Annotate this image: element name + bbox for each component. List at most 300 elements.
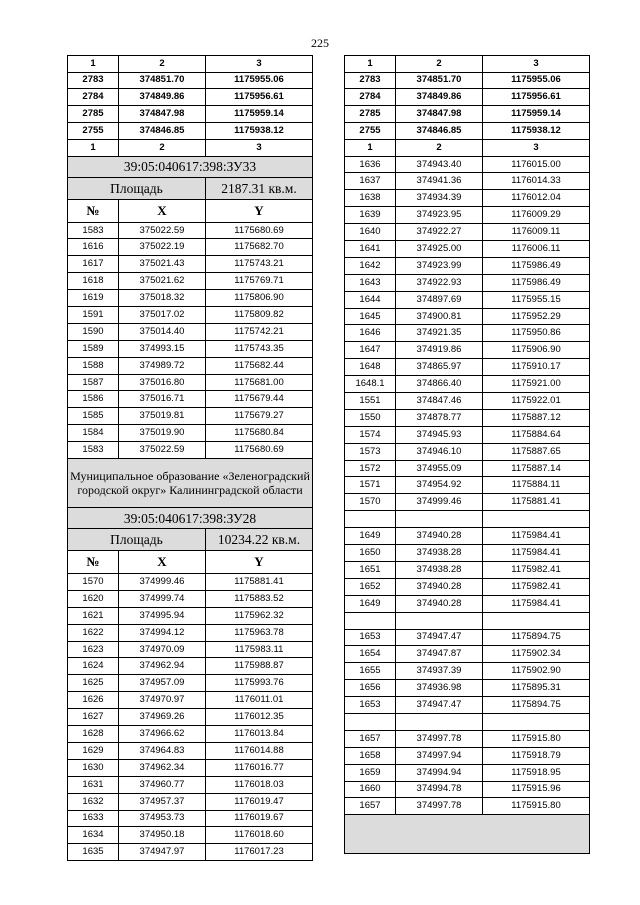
- table-row: [345, 274, 590, 291]
- table-row: [345, 663, 590, 680]
- table-cell: 1175918.79: [483, 747, 590, 764]
- table-cell: 375019.90: [119, 425, 206, 442]
- table-cell: 1631: [68, 776, 119, 793]
- table-row: [345, 409, 590, 426]
- coordinate-columns-row: [68, 199, 313, 222]
- table-cell: 1175680.69: [206, 222, 313, 239]
- table-cell: 1175887.12: [483, 409, 590, 426]
- table-cell: 1175984.41: [483, 528, 590, 545]
- table-cell: 374994.12: [119, 624, 206, 641]
- table-cell: 374946.10: [396, 443, 483, 460]
- table-cell: 1641: [345, 241, 396, 258]
- table-cell: Y: [206, 199, 313, 222]
- table-cell: 1175902.90: [483, 663, 590, 680]
- table-cell: Площадь: [68, 529, 206, 551]
- table-cell: 1175984.41: [483, 545, 590, 562]
- table-row: [345, 528, 590, 545]
- table-cell: 1625: [68, 675, 119, 692]
- table-cell: 374994.78: [396, 781, 483, 798]
- column-header-row: [345, 140, 590, 157]
- table-cell: 1175986.49: [483, 274, 590, 291]
- table-cell: 374969.26: [119, 709, 206, 726]
- table-cell: 1630: [68, 759, 119, 776]
- table-cell: 1627: [68, 709, 119, 726]
- table-cell: X: [119, 551, 206, 574]
- table-cell: 374962.34: [119, 759, 206, 776]
- table-cell: 374849.86: [119, 89, 206, 106]
- table-cell: 1616: [68, 239, 119, 256]
- table-cell: 1633: [68, 810, 119, 827]
- table-row: [68, 290, 313, 307]
- table-cell: 374997.78: [396, 730, 483, 747]
- table-row: [345, 646, 590, 663]
- table-row: [68, 323, 313, 340]
- table-cell: 2: [396, 140, 483, 157]
- table-cell: 1176009.11: [483, 224, 590, 241]
- table-cell: 1591: [68, 307, 119, 324]
- table-cell: 1570: [345, 494, 396, 511]
- table-cell: 1175742.21: [206, 323, 313, 340]
- table-cell: 1175915.80: [483, 730, 590, 747]
- table-row: [345, 697, 590, 714]
- table-row: [345, 156, 590, 173]
- table-cell: 1175921.00: [483, 376, 590, 393]
- table-cell: 1175983.11: [206, 641, 313, 658]
- table-row: [68, 726, 313, 743]
- table-cell: 1175679.44: [206, 391, 313, 408]
- table-cell: 375018.32: [119, 290, 206, 307]
- table-cell: 374947.47: [396, 697, 483, 714]
- table-cell: 1175963.78: [206, 624, 313, 641]
- table-cell: 1655: [345, 663, 396, 680]
- table-cell: 374923.95: [396, 207, 483, 224]
- table-cell: 374940.28: [396, 528, 483, 545]
- table-cell: 1638: [345, 190, 396, 207]
- table-cell: 374934.39: [396, 190, 483, 207]
- table-cell: 1657: [345, 730, 396, 747]
- table-cell: 374943.40: [396, 156, 483, 173]
- table-cell: 2755: [345, 123, 396, 140]
- table-cell: [396, 713, 483, 730]
- table-cell: 1635: [68, 844, 119, 861]
- table-row: [345, 561, 590, 578]
- table-cell: 1645: [345, 308, 396, 325]
- table-cell: [396, 511, 483, 528]
- table-row: [345, 680, 590, 697]
- table-cell: 1649: [345, 528, 396, 545]
- table-cell: 1175902.34: [483, 646, 590, 663]
- table-cell: 1620: [68, 590, 119, 607]
- table-row: [345, 443, 590, 460]
- table-row: [345, 325, 590, 342]
- coordinate-columns-row: [68, 551, 313, 574]
- table-cell: 1175680.69: [206, 442, 313, 459]
- table-cell: 1622: [68, 624, 119, 641]
- table-row: [345, 629, 590, 646]
- table-cell: 374999.46: [119, 574, 206, 591]
- column-header-row: [68, 56, 313, 73]
- table-cell: 1175682.44: [206, 357, 313, 374]
- table-cell: 1175884.11: [483, 477, 590, 494]
- table-cell: 374970.09: [119, 641, 206, 658]
- table-cell: 1176016.77: [206, 759, 313, 776]
- table-cell: 2784: [68, 89, 119, 106]
- table-cell: 1175679.27: [206, 408, 313, 425]
- table-row: [68, 844, 313, 861]
- table-cell: 10234.22 кв.м.: [206, 529, 313, 551]
- table-cell: 375021.43: [119, 256, 206, 273]
- table-cell: 1550: [345, 409, 396, 426]
- table-cell: 1175918.95: [483, 764, 590, 781]
- table-cell: 1176006.11: [483, 241, 590, 258]
- table-row: [345, 376, 590, 393]
- table-cell: 1176019.47: [206, 793, 313, 810]
- table-row: [68, 357, 313, 374]
- table-row: [345, 764, 590, 781]
- table-row: [68, 340, 313, 357]
- table-row: [345, 578, 590, 595]
- table-cell: 374846.85: [119, 123, 206, 140]
- table-cell: 374960.77: [119, 776, 206, 793]
- left-coordinate-table: [67, 55, 313, 861]
- table-row: [68, 574, 313, 591]
- table-cell: 375021.62: [119, 273, 206, 290]
- table-row: [345, 460, 590, 477]
- table-row: [345, 342, 590, 359]
- empty-gray-row: [345, 815, 590, 854]
- table-row: [345, 426, 590, 443]
- table-row: [68, 810, 313, 827]
- area-row: [68, 177, 313, 199]
- table-row: [68, 391, 313, 408]
- table-cell: 374847.98: [396, 106, 483, 123]
- table-cell: 1654: [345, 646, 396, 663]
- table-cell: 375022.59: [119, 442, 206, 459]
- table-cell: 1652: [345, 578, 396, 595]
- table-cell: 1624: [68, 658, 119, 675]
- table-cell: 375017.02: [119, 307, 206, 324]
- table-row: [68, 273, 313, 290]
- table-cell: 1175894.75: [483, 697, 590, 714]
- table-cell: 1175993.76: [206, 675, 313, 692]
- table-cell: 374964.83: [119, 742, 206, 759]
- table-cell: 1176014.88: [206, 742, 313, 759]
- table-cell: 2: [396, 56, 483, 73]
- table-row: [68, 607, 313, 624]
- table-cell: 1618: [68, 273, 119, 290]
- table-cell: 1175681.00: [206, 374, 313, 391]
- table-cell: 1653: [345, 697, 396, 714]
- table-row: [68, 624, 313, 641]
- table-row: [68, 408, 313, 425]
- table-row: [68, 89, 313, 106]
- table-cell: 374866.40: [396, 376, 483, 393]
- table-row: [68, 307, 313, 324]
- table-cell: 374955.09: [396, 460, 483, 477]
- table-cell: 374999.46: [396, 494, 483, 511]
- table-row: [345, 241, 590, 258]
- table-cell: 1574: [345, 426, 396, 443]
- table-cell: 374851.70: [119, 72, 206, 89]
- table-cell: 2785: [68, 106, 119, 123]
- table-row: [68, 709, 313, 726]
- table-cell: 1646: [345, 325, 396, 342]
- table-cell: 1175806.90: [206, 290, 313, 307]
- table-cell: 374925.00: [396, 241, 483, 258]
- table-cell: [345, 713, 396, 730]
- table-cell: 1587: [68, 374, 119, 391]
- table-cell: 1176013.84: [206, 726, 313, 743]
- table-cell: 1583: [68, 222, 119, 239]
- table-row: [345, 89, 590, 106]
- table-cell: 1643: [345, 274, 396, 291]
- table-cell: 1642: [345, 257, 396, 274]
- table-cell: 2783: [68, 72, 119, 89]
- table-row: [68, 590, 313, 607]
- table-cell: 1176018.03: [206, 776, 313, 793]
- table-cell: 1175955.06: [483, 72, 590, 89]
- table-cell: 2784: [345, 89, 396, 106]
- table-cell: 1590: [68, 323, 119, 340]
- table-cell: 1649: [345, 595, 396, 612]
- table-cell: 1175959.14: [483, 106, 590, 123]
- column-header-row: [68, 140, 313, 157]
- table-cell: 374994.94: [396, 764, 483, 781]
- table-cell: 1623: [68, 641, 119, 658]
- table-row: [345, 291, 590, 308]
- table-cell: 1659: [345, 764, 396, 781]
- table-cell: [483, 612, 590, 629]
- table-row: [345, 730, 590, 747]
- table-cell: 374957.37: [119, 793, 206, 810]
- table-cell: 1176011.01: [206, 692, 313, 709]
- table-cell: 375022.59: [119, 222, 206, 239]
- table-cell: 1648: [345, 359, 396, 376]
- cadastral-number-row: [68, 508, 313, 529]
- table-cell: 1175769.71: [206, 273, 313, 290]
- table-cell: 374900.81: [396, 308, 483, 325]
- table-cell: 1176018.60: [206, 827, 313, 844]
- table-row: [345, 207, 590, 224]
- table-cell: 374997.78: [396, 798, 483, 815]
- table-row: [68, 222, 313, 239]
- table-row: [345, 393, 590, 410]
- table-row: [345, 308, 590, 325]
- table-cell: 1175883.52: [206, 590, 313, 607]
- table-cell: 1621: [68, 607, 119, 624]
- table-cell: 374995.94: [119, 607, 206, 624]
- table-cell: 374999.74: [119, 590, 206, 607]
- table-cell: 374947.97: [119, 844, 206, 861]
- table-row: [68, 759, 313, 776]
- table-cell: 374938.28: [396, 561, 483, 578]
- table-cell: 1636: [345, 156, 396, 173]
- table-cell: 374921.35: [396, 325, 483, 342]
- table-cell: 1175915.80: [483, 798, 590, 815]
- table-cell: 374846.85: [396, 123, 483, 140]
- table-cell: 1175881.41: [483, 494, 590, 511]
- table-row: [345, 545, 590, 562]
- page-number: 225: [311, 36, 329, 50]
- table-cell: [396, 612, 483, 629]
- table-cell: 374947.47: [396, 629, 483, 646]
- table-cell: 1175743.21: [206, 256, 313, 273]
- table-cell: 1586: [68, 391, 119, 408]
- table-row: [68, 658, 313, 675]
- table-cell: 375019.81: [119, 408, 206, 425]
- table-cell: 1632: [68, 793, 119, 810]
- area-row: [68, 529, 313, 551]
- column-header-row: [345, 56, 590, 73]
- table-cell: 375016.71: [119, 391, 206, 408]
- table-row: [68, 256, 313, 273]
- table-cell: [345, 511, 396, 528]
- table-row: [68, 776, 313, 793]
- table-cell: 1589: [68, 340, 119, 357]
- table-row: [68, 692, 313, 709]
- table-cell: [345, 612, 396, 629]
- table-cell: 1175887.14: [483, 460, 590, 477]
- table-cell: 1629: [68, 742, 119, 759]
- table-cell: 374947.87: [396, 646, 483, 663]
- table-row: [68, 827, 313, 844]
- table-row: [68, 641, 313, 658]
- table-row: [345, 477, 590, 494]
- table-row: [345, 257, 590, 274]
- table-cell: 2755: [68, 123, 119, 140]
- table-row: [345, 173, 590, 190]
- table-cell: 374997.94: [396, 747, 483, 764]
- table-cell: 1585: [68, 408, 119, 425]
- table-cell: 3: [206, 140, 313, 157]
- table-cell: 374945.93: [396, 426, 483, 443]
- table-row: [345, 747, 590, 764]
- table-cell: 1176014.33: [483, 173, 590, 190]
- table-cell: 374936.98: [396, 680, 483, 697]
- table-cell: 374970.97: [119, 692, 206, 709]
- table-cell: 1653: [345, 629, 396, 646]
- municipality-row: [68, 459, 313, 508]
- table-row: [68, 123, 313, 140]
- table-cell: 374919.86: [396, 342, 483, 359]
- table-cell: 374940.28: [396, 578, 483, 595]
- table-cell: 374851.70: [396, 72, 483, 89]
- table-row: [68, 442, 313, 459]
- table-cell: Муниципальное образование «Зеленоградский городской округ» Калининградской области: [68, 459, 313, 508]
- table-cell: 1: [68, 140, 119, 157]
- table-cell: 1175809.82: [206, 307, 313, 324]
- table-cell: 1648.1: [345, 376, 396, 393]
- table-cell: [483, 511, 590, 528]
- table-row: [345, 595, 590, 612]
- table-cell: 374957.09: [119, 675, 206, 692]
- blank-separator-row: [345, 713, 590, 730]
- table-row: [345, 123, 590, 140]
- table-cell: №: [68, 199, 119, 222]
- table-cell: Площадь: [68, 177, 206, 199]
- table-cell: 374993.15: [119, 340, 206, 357]
- table-cell: 1175982.41: [483, 578, 590, 595]
- table-row: [68, 742, 313, 759]
- table-row: [345, 798, 590, 815]
- table-cell: 1619: [68, 290, 119, 307]
- table-cell: 1640: [345, 224, 396, 241]
- table-cell: 1644: [345, 291, 396, 308]
- table-cell: 1639: [345, 207, 396, 224]
- table-cell: 374847.98: [119, 106, 206, 123]
- table-cell: 1175881.41: [206, 574, 313, 591]
- table-cell: 374954.92: [396, 477, 483, 494]
- table-cell: 1651: [345, 561, 396, 578]
- table-cell: 374922.93: [396, 274, 483, 291]
- table-cell: 374847.46: [396, 393, 483, 410]
- table-cell: 2783: [345, 72, 396, 89]
- table-cell: 1176012.04: [483, 190, 590, 207]
- table-cell: 374966.62: [119, 726, 206, 743]
- table-cell: 1175955.06: [206, 72, 313, 89]
- table-cell: Y: [206, 551, 313, 574]
- table-cell: 374937.39: [396, 663, 483, 680]
- table-cell: [483, 713, 590, 730]
- table-cell: 1617: [68, 256, 119, 273]
- table-cell: 1583: [68, 442, 119, 459]
- table-cell: 374865.97: [396, 359, 483, 376]
- table-cell: 1176019.67: [206, 810, 313, 827]
- table-row: [68, 106, 313, 123]
- table-cell: 2785: [345, 106, 396, 123]
- table-cell: 374897.69: [396, 291, 483, 308]
- table-cell: 1175895.31: [483, 680, 590, 697]
- table-cell: 374941.36: [396, 173, 483, 190]
- table-cell: 2: [119, 56, 206, 73]
- table-row: [345, 72, 590, 89]
- table-cell: 1658: [345, 747, 396, 764]
- table-cell: 1634: [68, 827, 119, 844]
- table-cell: 374940.28: [396, 595, 483, 612]
- table-cell: 1175986.49: [483, 257, 590, 274]
- table-cell: 1175984.41: [483, 595, 590, 612]
- table-row: [68, 425, 313, 442]
- table-cell: 1175938.12: [206, 123, 313, 140]
- table-cell: X: [119, 199, 206, 222]
- table-cell: 3: [483, 140, 590, 157]
- table-cell: 1656: [345, 680, 396, 697]
- table-cell: 1: [345, 140, 396, 157]
- table-row: [345, 224, 590, 241]
- table-row: [68, 374, 313, 391]
- table-cell: 375022.19: [119, 239, 206, 256]
- table-cell: 1175962.32: [206, 607, 313, 624]
- table-cell: 1175743.35: [206, 340, 313, 357]
- table-row: [345, 190, 590, 207]
- table-cell: 1551: [345, 393, 396, 410]
- table-cell: 1175682.70: [206, 239, 313, 256]
- table-cell: 1572: [345, 460, 396, 477]
- table-row: [345, 494, 590, 511]
- table-cell: 3: [483, 56, 590, 73]
- table-cell: 1628: [68, 726, 119, 743]
- table-cell: 374962.94: [119, 658, 206, 675]
- table-cell: 374878.77: [396, 409, 483, 426]
- cadastral-number-row: [68, 156, 313, 177]
- table-cell: 374923.99: [396, 257, 483, 274]
- table-cell: 374950.18: [119, 827, 206, 844]
- table-cell: 1175887.65: [483, 443, 590, 460]
- table-cell: 1175959.14: [206, 106, 313, 123]
- table-cell: 1584: [68, 425, 119, 442]
- table-cell: 1175906.90: [483, 342, 590, 359]
- table-cell: 1175922.01: [483, 393, 590, 410]
